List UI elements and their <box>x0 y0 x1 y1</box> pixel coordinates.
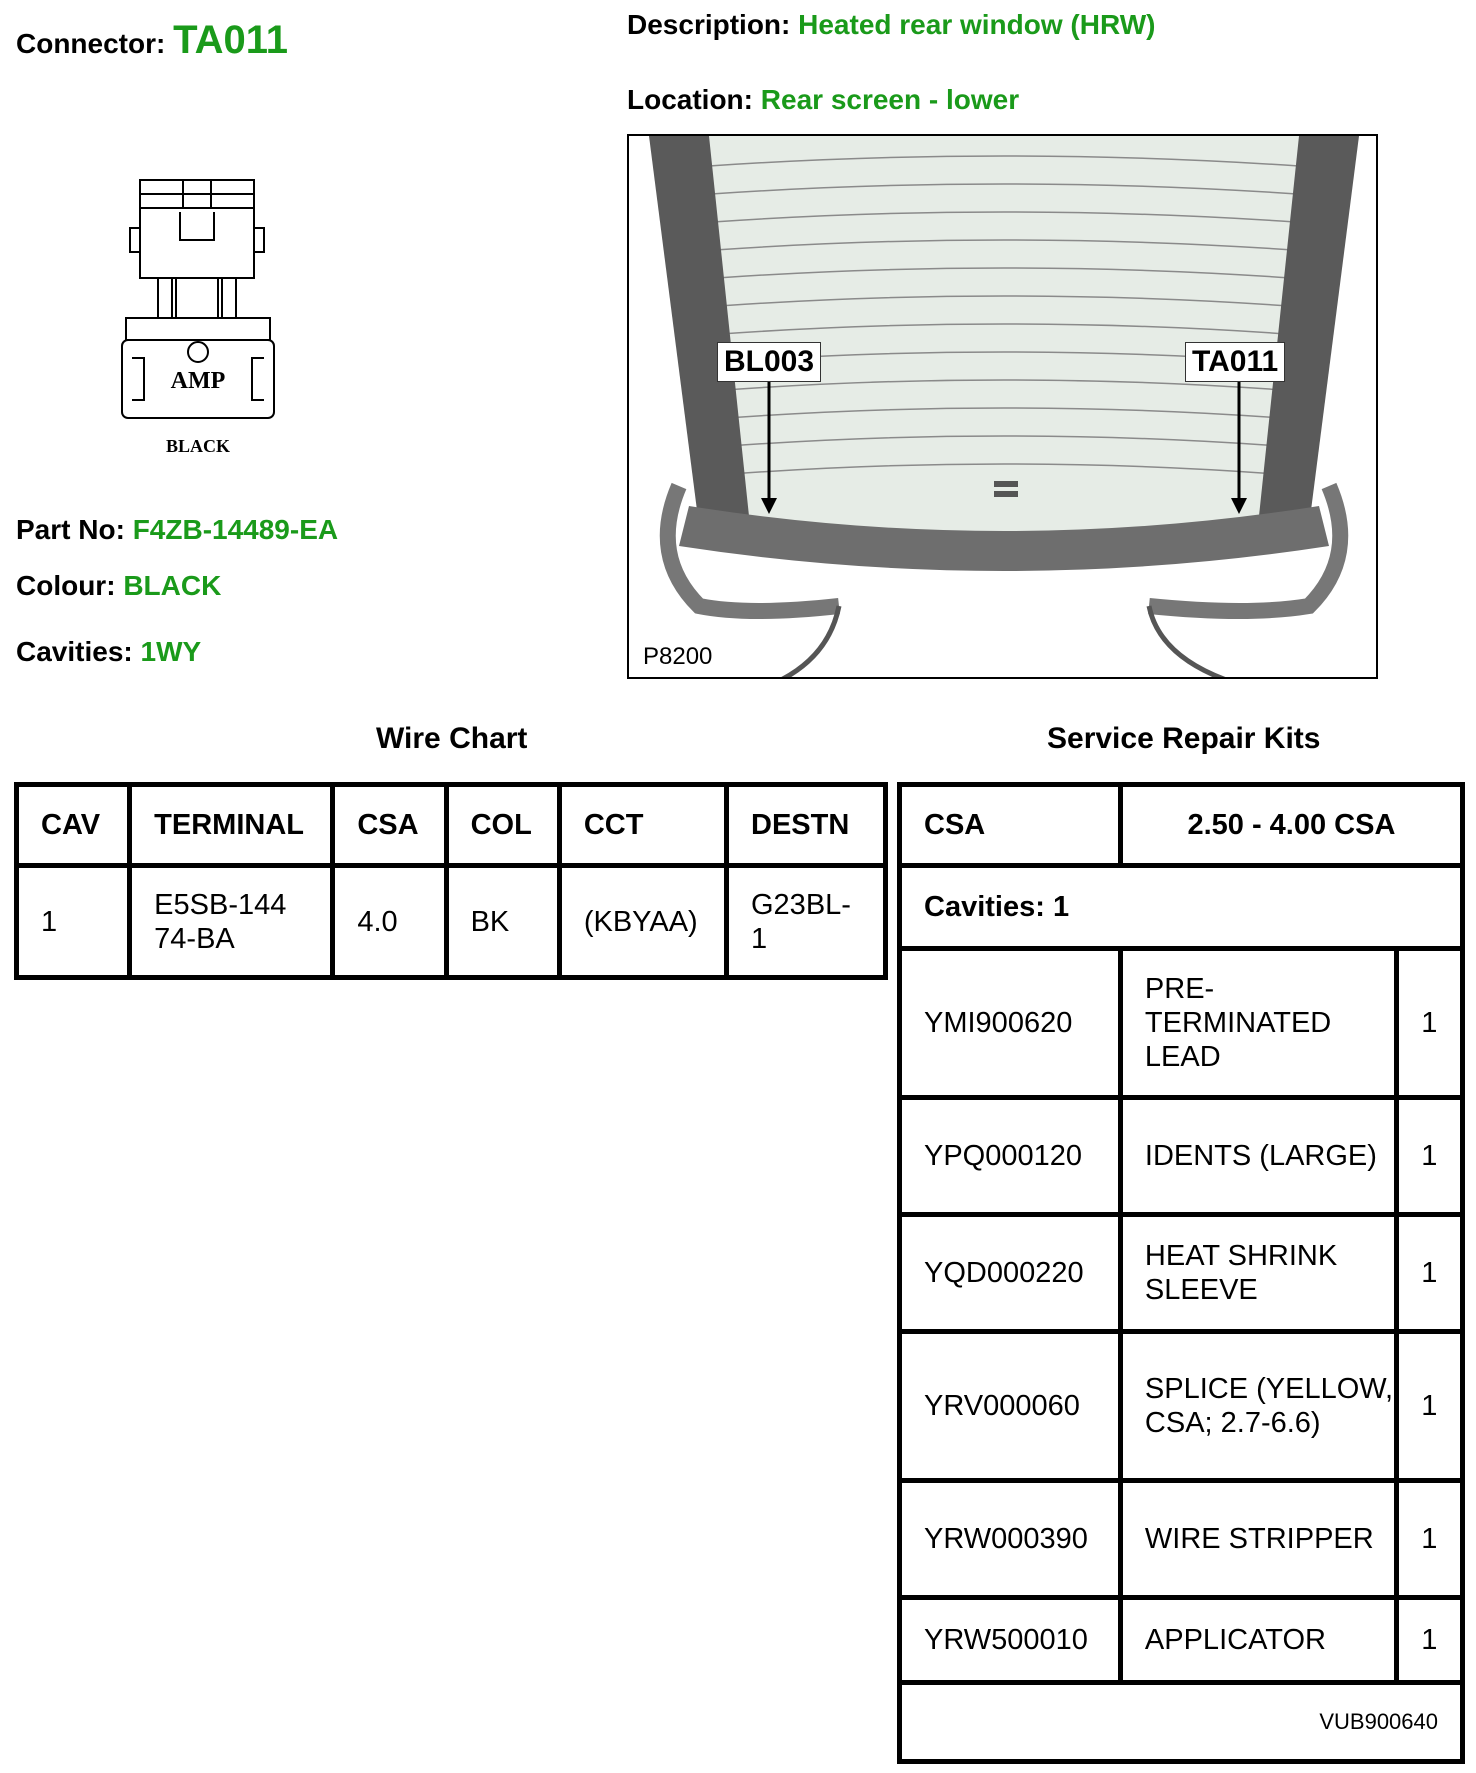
connector-line <box>16 18 288 63</box>
kits-header-csa: CSA <box>900 785 1121 866</box>
kit-desc: PRE-TERMINATED LEAD <box>1120 949 1396 1098</box>
kit-desc: SPLICE (YELLOW, CSA; 2.7-6.6) <box>1120 1332 1396 1481</box>
wire-chart-header-row <box>17 785 886 866</box>
kits-header-row <box>900 785 1463 866</box>
wire-chart-title: Wire Chart <box>376 722 528 755</box>
kits-cavities-row <box>900 866 1463 949</box>
header-terminal: TERMINAL <box>130 785 333 866</box>
rear-window-illustration <box>629 136 1378 679</box>
connector-colour-text: BLACK <box>165 436 231 456</box>
kit-qty: 1 <box>1396 1098 1462 1215</box>
kits-footer-code: VUB900640 <box>900 1683 1463 1762</box>
header-destn: DESTN <box>727 785 886 866</box>
kit-part: YQD000220 <box>900 1215 1121 1332</box>
kit-qty: 1 <box>1396 949 1462 1098</box>
location-label: Location: <box>627 84 753 115</box>
colour-line <box>16 570 221 602</box>
table-row <box>900 1598 1463 1683</box>
colour-label: Colour: <box>16 570 116 601</box>
colour-value: BLACK <box>123 570 222 601</box>
table-row <box>900 1481 1463 1598</box>
table-row <box>900 1098 1463 1215</box>
kits-footer-row <box>900 1683 1463 1762</box>
kit-part: YRW500010 <box>900 1598 1121 1683</box>
description-line <box>627 8 1187 42</box>
callout-bl003: BL003 <box>717 342 821 382</box>
cavities-label: Cavities: <box>16 636 133 667</box>
kit-desc: HEAT SHRINK SLEEVE <box>1120 1215 1396 1332</box>
kits-header-range: 2.50 - 4.00 CSA <box>1120 785 1462 866</box>
kit-qty: 1 <box>1396 1598 1462 1683</box>
connector-brand-text: AMP <box>170 368 226 394</box>
wire-chart-table <box>14 782 888 980</box>
header-csa: CSA <box>333 785 446 866</box>
cell-terminal: E5SB-14474-BA <box>130 866 333 978</box>
location-value: Rear screen - lower <box>760 84 1020 115</box>
cell-destn: G23BL-1 <box>727 866 886 978</box>
cell-csa: 4.0 <box>333 866 446 978</box>
kit-part: YPQ000120 <box>900 1098 1121 1215</box>
description-value: Heated rear window (HRW) <box>798 9 1156 40</box>
service-kits-title: Service Repair Kits <box>1047 722 1321 755</box>
kit-part: YRW000390 <box>900 1481 1121 1598</box>
kit-qty: 1 <box>1396 1215 1462 1332</box>
kit-part: YMI900620 <box>900 949 1121 1098</box>
header-cav: CAV <box>17 785 130 866</box>
connector-label: Connector: <box>16 28 166 59</box>
callout-ta011: TA011 <box>1185 342 1285 382</box>
part-value: F4ZB-14489-EA <box>132 514 339 545</box>
header-col: COL <box>446 785 559 866</box>
header-cct: CCT <box>559 785 726 866</box>
table-row <box>900 1332 1463 1481</box>
kit-qty: 1 <box>1396 1332 1462 1481</box>
connector-value: TA011 <box>173 18 288 62</box>
service-kits-table <box>897 782 1465 1764</box>
kit-part: YRV000060 <box>900 1332 1121 1481</box>
table-row <box>900 1215 1463 1332</box>
part-line <box>16 514 338 546</box>
kit-qty: 1 <box>1396 1481 1462 1598</box>
table-row <box>17 866 886 978</box>
cell-cav: 1 <box>17 866 130 978</box>
table-row <box>900 949 1463 1098</box>
location-photo <box>627 134 1378 679</box>
kit-desc: APPLICATOR <box>1120 1598 1396 1683</box>
connector-illustration <box>118 172 278 462</box>
kit-desc: IDENTS (LARGE) <box>1120 1098 1396 1215</box>
cell-col: BK <box>446 866 559 978</box>
description-label: Description: <box>627 9 791 40</box>
kit-desc: WIRE STRIPPER <box>1120 1481 1396 1598</box>
cavities-line <box>16 636 201 668</box>
location-line <box>627 84 1019 116</box>
connector-drawing <box>118 172 278 462</box>
photo-code: P8200 <box>637 641 718 673</box>
kits-cavities: Cavities: 1 <box>900 866 1463 949</box>
cavities-value: 1WY <box>140 636 202 667</box>
part-label: Part No: <box>16 514 125 545</box>
cell-cct: (KBYAA) <box>559 866 726 978</box>
